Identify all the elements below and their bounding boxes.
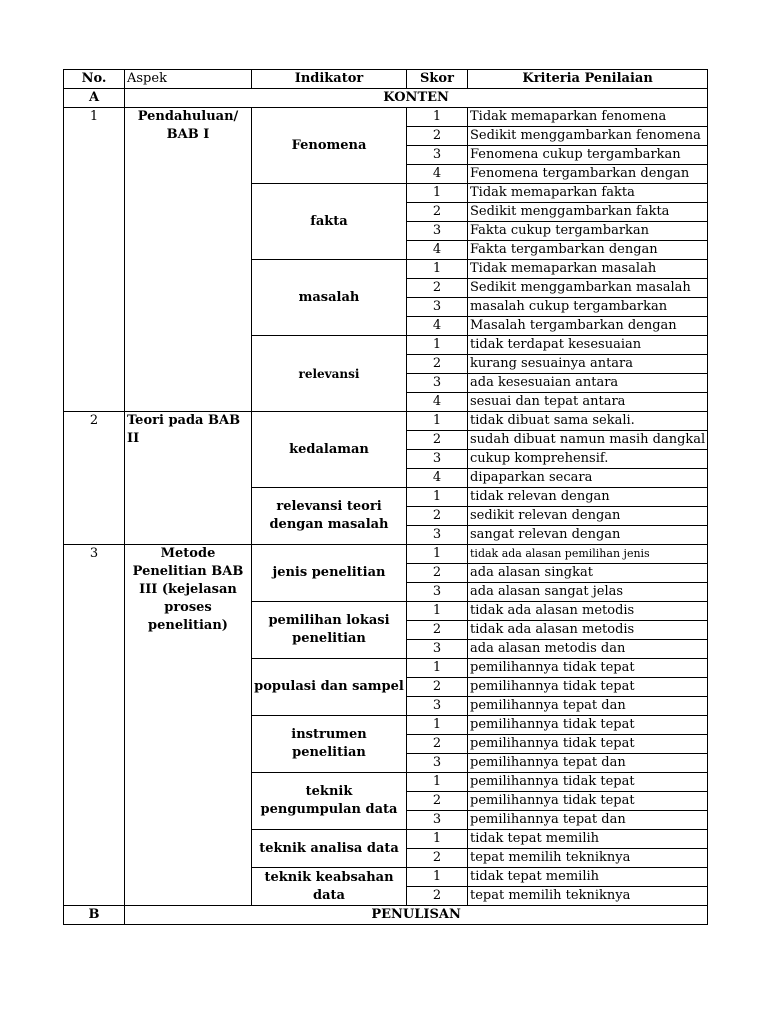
skor-cell: 3 [407, 754, 468, 773]
kriteria-cell: dipaparkan secara [468, 469, 708, 488]
kriteria-cell: tidak dibuat sama sekali. [468, 412, 708, 431]
skor-cell: 2 [407, 203, 468, 222]
skor-cell: 2 [407, 127, 468, 146]
kriteria-cell: tidak relevan dengan [468, 488, 708, 507]
rubric-table [63, 69, 708, 925]
rubric-body [64, 89, 708, 925]
kriteria-cell: ada alasan metodis dan [468, 640, 708, 659]
skor-cell: 1 [407, 488, 468, 507]
skor-cell: 1 [407, 336, 468, 355]
kriteria-cell: cukup komprehensif. [468, 450, 708, 469]
kriteria-cell: Sedikit menggambarkan fenomena [468, 127, 708, 146]
skor-cell: 4 [407, 241, 468, 260]
skor-cell: 1 [407, 260, 468, 279]
indicator-name: masalah [252, 260, 407, 336]
skor-cell: 3 [407, 222, 468, 241]
section-row [64, 906, 708, 925]
indicator-name: fakta [252, 184, 407, 260]
indicator-name: instrumen penelitian [252, 716, 407, 773]
indicator-name: teknik pengumpulan data [252, 773, 407, 830]
kriteria-cell: pemilihannya tidak tepat [468, 735, 708, 754]
kriteria-cell: pemilihannya tepat dan [468, 811, 708, 830]
skor-cell: 4 [407, 393, 468, 412]
kriteria-cell: tidak ada alasan pemilihan jenis [468, 545, 708, 564]
skor-cell: 1 [407, 659, 468, 678]
table-row [64, 545, 708, 564]
kriteria-cell: Sedikit menggambarkan fakta [468, 203, 708, 222]
kriteria-cell: pemilihannya tepat dan [468, 754, 708, 773]
section-title: PENULISAN [125, 906, 708, 925]
indicator-name: teknik analisa data [252, 830, 407, 868]
kriteria-cell: ada alasan sangat jelas [468, 583, 708, 602]
kriteria-cell: pemilihannya tepat dan [468, 697, 708, 716]
indicator-name: kedalaman [252, 412, 407, 488]
aspect-name: Teori pada BAB II [125, 412, 252, 545]
indicator-name: relevansi [252, 336, 407, 412]
kriteria-cell: kurang sesuainya antara [468, 355, 708, 374]
kriteria-cell: pemilihannya tidak tepat [468, 678, 708, 697]
aspect-name: Pendahuluan/ BAB I [125, 108, 252, 412]
kriteria-cell: Fakta cukup tergambarkan [468, 222, 708, 241]
kriteria-cell: Tidak memaparkan fakta [468, 184, 708, 203]
skor-cell: 1 [407, 184, 468, 203]
skor-cell: 1 [407, 716, 468, 735]
skor-cell: 2 [407, 792, 468, 811]
section-code: B [64, 906, 125, 925]
skor-cell: 4 [407, 165, 468, 184]
indicator-name: relevansi teori dengan masalah [252, 488, 407, 545]
kriteria-cell: Masalah tergambarkan dengan [468, 317, 708, 336]
skor-cell: 2 [407, 621, 468, 640]
kriteria-cell: tidak ada alasan metodis [468, 602, 708, 621]
kriteria-cell: tidak terdapat kesesuaian [468, 336, 708, 355]
kriteria-cell: sedikit relevan dengan [468, 507, 708, 526]
skor-cell: 3 [407, 146, 468, 165]
skor-cell: 3 [407, 811, 468, 830]
skor-cell: 3 [407, 640, 468, 659]
kriteria-cell: sesuai dan tepat antara [468, 393, 708, 412]
header-row [64, 70, 708, 89]
skor-cell: 1 [407, 602, 468, 621]
skor-cell: 4 [407, 317, 468, 336]
kriteria-cell: pemilihannya tidak tepat [468, 716, 708, 735]
kriteria-cell: pemilihannya tidak tepat [468, 792, 708, 811]
kriteria-cell: pemilihannya tidak tepat [468, 773, 708, 792]
skor-cell: 2 [407, 431, 468, 450]
skor-cell: 1 [407, 412, 468, 431]
aspect-no: 1 [64, 108, 125, 412]
header-skor: Skor [407, 70, 468, 89]
header-no: No. [64, 70, 125, 89]
skor-cell: 1 [407, 545, 468, 564]
kriteria-cell: sudah dibuat namun masih dangkal [468, 431, 708, 450]
kriteria-cell: Fenomena cukup tergambarkan [468, 146, 708, 165]
kriteria-cell: tidak tepat memilih [468, 868, 708, 887]
skor-cell: 2 [407, 279, 468, 298]
skor-cell: 3 [407, 374, 468, 393]
skor-cell: 2 [407, 564, 468, 583]
skor-cell: 2 [407, 507, 468, 526]
skor-cell: 3 [407, 298, 468, 317]
indicator-name: populasi dan sampel [252, 659, 407, 716]
kriteria-cell: tidak tepat memilih [468, 830, 708, 849]
kriteria-cell: tepat memilih tekniknya [468, 887, 708, 906]
skor-cell: 2 [407, 887, 468, 906]
skor-cell: 4 [407, 469, 468, 488]
indicator-name: pemilihan lokasi penelitian [252, 602, 407, 659]
skor-cell: 3 [407, 583, 468, 602]
kriteria-cell: Fakta tergambarkan dengan [468, 241, 708, 260]
kriteria-cell: masalah cukup tergambarkan [468, 298, 708, 317]
skor-cell: 1 [407, 773, 468, 792]
aspect-no: 2 [64, 412, 125, 545]
section-row [64, 89, 708, 108]
table-row [64, 108, 708, 127]
header-indikator: Indikator [252, 70, 407, 89]
aspect-no: 3 [64, 545, 125, 906]
kriteria-cell: Tidak memaparkan fenomena [468, 108, 708, 127]
skor-cell: 1 [407, 830, 468, 849]
section-title: KONTEN [125, 89, 708, 108]
header-aspek: Aspek [125, 70, 252, 89]
indicator-name: teknik keabsahan data [252, 868, 407, 906]
kriteria-cell: Fenomena tergambarkan dengan [468, 165, 708, 184]
skor-cell: 1 [407, 868, 468, 887]
skor-cell: 2 [407, 355, 468, 374]
header-kriteria: Kriteria Penilaian [468, 70, 708, 89]
skor-cell: 2 [407, 849, 468, 868]
table-row [64, 412, 708, 431]
kriteria-cell: ada alasan singkat [468, 564, 708, 583]
skor-cell: 1 [407, 108, 468, 127]
skor-cell: 2 [407, 735, 468, 754]
skor-cell: 3 [407, 526, 468, 545]
aspect-name: Metode Penelitian BAB III (kejelasan proses penelitian) [125, 545, 252, 906]
kriteria-cell: Sedikit menggambarkan masalah [468, 279, 708, 298]
kriteria-cell: pemilihannya tidak tepat [468, 659, 708, 678]
section-code: A [64, 89, 125, 108]
kriteria-cell: tidak ada alasan metodis [468, 621, 708, 640]
kriteria-cell: sangat relevan dengan [468, 526, 708, 545]
indicator-name: Fenomena [252, 108, 407, 184]
skor-cell: 3 [407, 450, 468, 469]
kriteria-cell: ada kesesuaian antara [468, 374, 708, 393]
skor-cell: 2 [407, 678, 468, 697]
kriteria-cell: Tidak memaparkan masalah [468, 260, 708, 279]
kriteria-cell: tepat memilih tekniknya [468, 849, 708, 868]
skor-cell: 3 [407, 697, 468, 716]
indicator-name: jenis penelitian [252, 545, 407, 602]
